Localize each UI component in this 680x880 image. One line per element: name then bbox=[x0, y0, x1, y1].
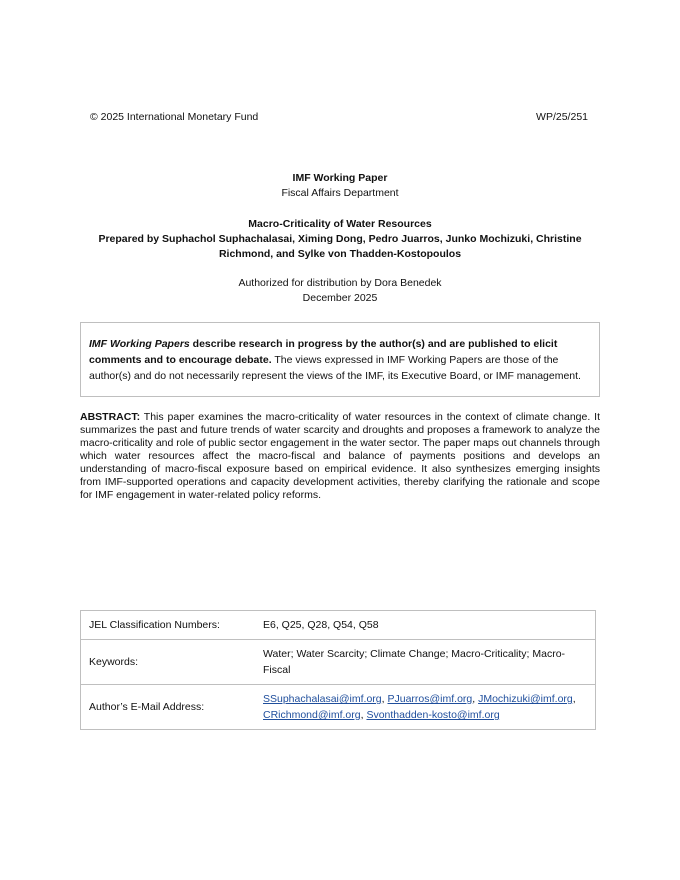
publication-date: December 2025 bbox=[302, 292, 378, 304]
jel-row bbox=[81, 611, 596, 640]
email-separator: , bbox=[472, 693, 479, 705]
title-block bbox=[80, 217, 600, 262]
jel-label: JEL Classification Numbers: bbox=[81, 611, 256, 640]
abstract-text: This paper examines the macro-criticality of water resources in the context of climate change. It summarizes the past and future trends of water scarcity and droughts and proposes a framework to analyze the macro-criticality and role of public sector engagement in the water sector. The paper maps out channels through which water resources affect the macro-fiscal and balance of payments positions and develops an understanding of macro-fiscal exposure based on empirical evidence. It also synthesizes emerging insights from IMF-supported operations and capacity development activities, thereby clarifying the rationale and scope for IMF engagement in water-related policy reforms. bbox=[80, 411, 600, 501]
paper-number: WP/25/251 bbox=[536, 111, 588, 123]
keywords-value: Water; Water Scarcity; Climate Change; Macro-Criticality; Macro-Fiscal bbox=[255, 640, 596, 685]
email-list bbox=[255, 685, 596, 730]
email-row bbox=[81, 685, 596, 730]
copyright-notice: © 2025 International Monetary Fund bbox=[90, 111, 259, 123]
email-label: Author’s E-Mail Address: bbox=[81, 685, 256, 730]
email-link[interactable]: JMochizuki@imf.org bbox=[478, 693, 573, 705]
email-link[interactable]: CRichmond@imf.org bbox=[263, 709, 361, 721]
disclaimer-box bbox=[80, 322, 600, 397]
email-separator: , bbox=[360, 709, 367, 721]
classification-table bbox=[80, 610, 596, 730]
disclaimer-plain-text: The views expressed in IMF Working Papers are those of the author(s) and do not necessarily represent the views of the IMF, its Executive Board, or IMF management. bbox=[89, 354, 581, 382]
email-separator: , bbox=[381, 693, 388, 705]
disclaimer-bold-text: describe research in progress by the author(s) and are published to elicit comments and to encourage debate. bbox=[89, 338, 558, 366]
email-separator: , bbox=[572, 693, 576, 705]
authors-line-2: Richmond, and Sylke von Thadden-Kostopoulos bbox=[218, 248, 462, 260]
abstract-label: ABSTRACT: bbox=[80, 411, 141, 423]
authors-line-1: Prepared by Suphachol Suphachalasai, Ximing Dong, Pedro Juarros, Junko Mochizuki, Christine bbox=[98, 233, 582, 245]
paper-title: Macro-Criticality of Water Resources bbox=[248, 218, 432, 230]
keywords-label: Keywords: bbox=[81, 640, 256, 685]
header-line bbox=[90, 111, 588, 123]
series-title: IMF Working Paper bbox=[292, 172, 388, 184]
department: Fiscal Affairs Department bbox=[281, 187, 399, 199]
disclaimer-series-name: IMF Working Papers bbox=[89, 338, 190, 350]
keywords-row bbox=[81, 640, 596, 685]
email-link[interactable]: SSuphachalasai@imf.org bbox=[263, 693, 382, 705]
jel-value: E6, Q25, Q28, Q54, Q58 bbox=[255, 611, 596, 640]
series-block bbox=[80, 171, 600, 201]
abstract bbox=[80, 411, 600, 502]
authorized-by: Authorized for distribution by Dora Benedek bbox=[238, 277, 442, 289]
email-link[interactable]: PJuarros@imf.org bbox=[387, 693, 473, 705]
email-link[interactable]: Svonthadden-kosto@imf.org bbox=[366, 709, 500, 721]
authorization-block bbox=[80, 276, 600, 306]
